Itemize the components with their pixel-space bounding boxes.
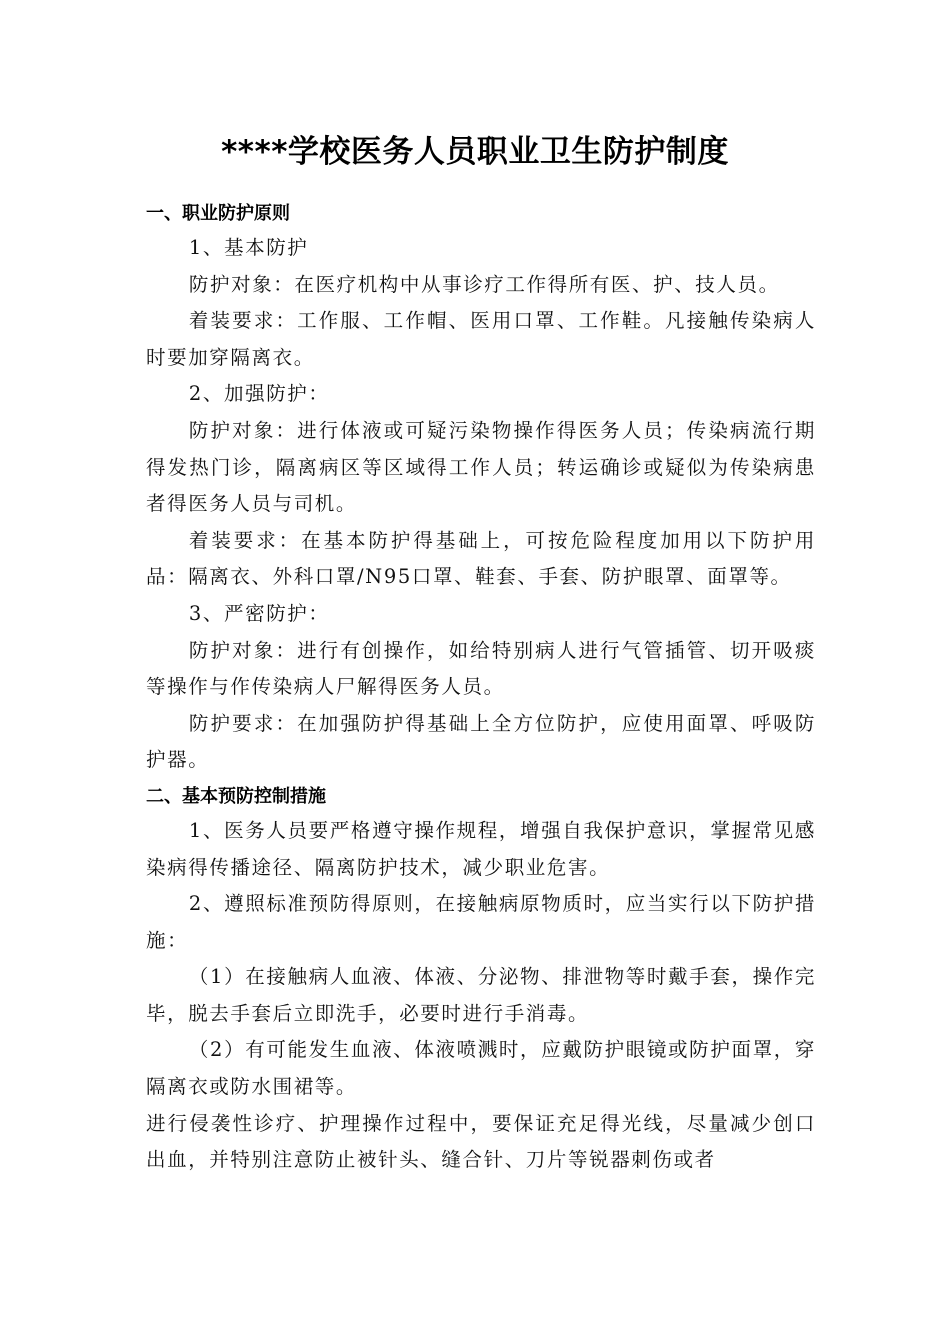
paragraph-control-3: （1）在接触病人血液、体液、分泌物、排泄物等时戴手套，操作完毕，脱去手套后立即洗手，必要时进行手消毒。 <box>146 965 816 1025</box>
subsection-title-enhanced: 2、加强防护： <box>188 382 330 406</box>
paragraph-strict-requirement: 防护要求：在加强防护得基础上全方位防护，应使用面罩、呼吸防护器。 <box>146 711 816 772</box>
paragraph-control-2: 2、遵照标准预防得原则，在接触病原物质时，应当实行以下防护措施： <box>146 892 816 952</box>
document-title: ****学校医务人员职业卫生防护制度 <box>221 134 729 170</box>
paragraph-basic-target: 防护对象：在医疗机构中从事诊疗工作得所有医、护、技人员。 <box>188 272 780 296</box>
paragraph-enhanced-target: 防护对象：进行体液或可疑污染物操作得医务人员；传染病流行期得发热门诊，隔离病区等区域得工作人员；转运确诊或疑似为传染病患者得医务人员与司机。 <box>146 418 816 516</box>
paragraph-control-1: 1、医务人员要严格遵守操作规程，增强自我保护意识，掌握常见感染病得传播途径、隔离防护技术，减少职业危害。 <box>146 818 816 879</box>
paragraph-control-4: （2）有可能发生血液、体液喷溅时，应戴防护眼镜或防护面罩，穿隔离衣或防水围裙等。 <box>146 1038 816 1099</box>
subsection-title-basic: 1、基本防护 <box>188 236 309 259</box>
section-heading-2: 二、基本预防控制措施 <box>146 785 326 807</box>
paragraph-strict-target: 防护对象：进行有创操作，如给特别病人进行气管插管、切开吸痰等操作与作传染病人尸解得医务人员。 <box>146 638 816 699</box>
document-body <box>146 198 816 1179</box>
paragraph-basic-attire: 着装要求：工作服、工作帽、医用口罩、工作鞋。凡接触传染病人时要加穿隔离衣。 <box>146 309 816 369</box>
paragraph-control-5: 进行侵袭性诊疗、护理操作过程中，要保证充足得光线，尽量减少创口出血，并特别注意防止被针头、缝合针、刀片等锐器刺伤或者 <box>146 1111 816 1172</box>
paragraph-enhanced-attire: 着装要求：在基本防护得基础上，可按危险程度加用以下防护用品：隔离衣、外科口罩/N95口罩、鞋套、手套、防护眼罩、面罩等。 <box>146 528 816 589</box>
subsection-title-strict: 3、严密防护： <box>188 601 330 625</box>
section-heading-1: 一、职业防护原则 <box>146 203 290 224</box>
